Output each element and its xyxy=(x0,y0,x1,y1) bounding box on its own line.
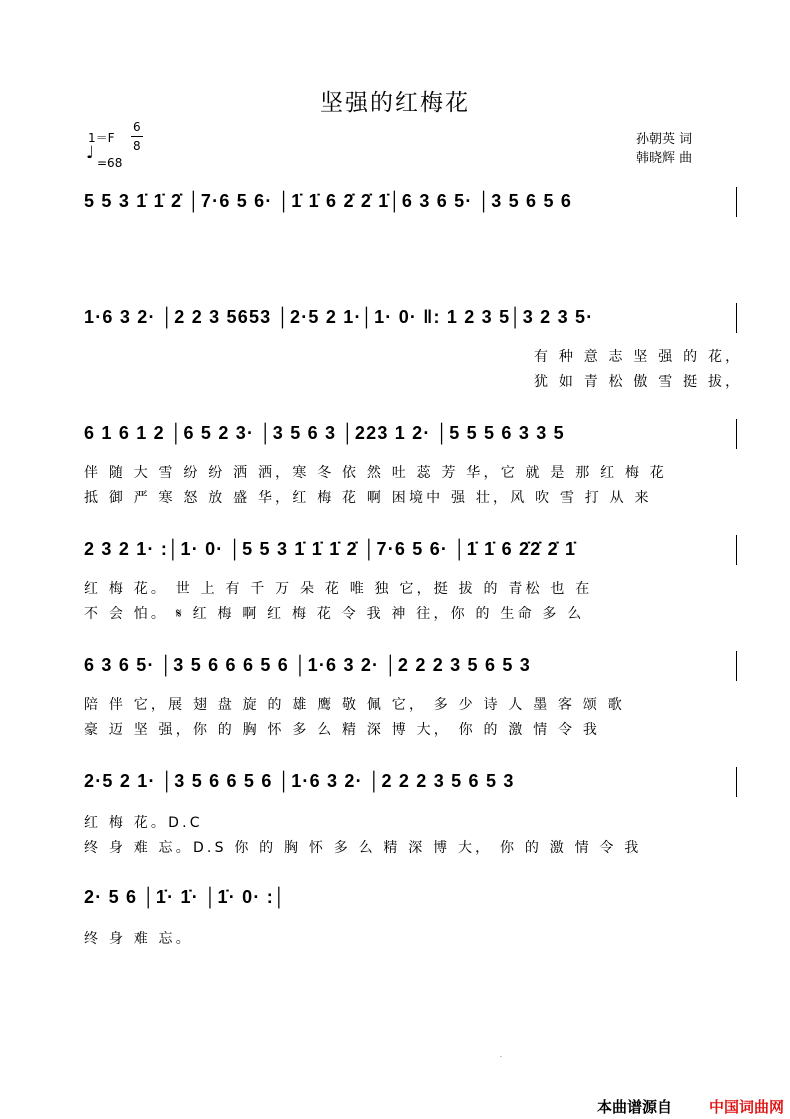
system-end-barline xyxy=(736,419,737,449)
system-end-barline xyxy=(736,767,737,797)
footer-site-link[interactable]: 中国词曲网 xyxy=(708,1098,784,1116)
lyricist-credit: 孙朝英 词 xyxy=(636,132,693,147)
notation-line-7: 2· 5 6 │1̇· 1̇· │1̇· 0· :│ xyxy=(84,887,287,907)
lyric-line-5a: 陪 伴 它，展 翅 盘 旋 的 雄 鹰 敬 佩 它， 多 少 诗 人 墨 客 颂 歌 xyxy=(84,697,625,713)
stray-dot: . xyxy=(500,1052,502,1059)
lyric-line-5b: 豪 迈 坚 强，你 的 胸 怀 多 么 精 深 博 大， 你 的 激 情 令 我 xyxy=(84,722,601,738)
key-signature: 1＝F xyxy=(88,131,115,145)
notation-line-3: 6 1 6 1 2 │6 5 2 3· │3 5 6 3 │223 1 2· │5 5 5 6 3 3 5 xyxy=(84,423,565,443)
lyric-line-7a: 终 身 难 忘。 xyxy=(84,931,193,947)
meter-line xyxy=(131,136,143,137)
lyric-line-6a: 红 梅 花。D.C xyxy=(84,815,203,831)
notation-line-2: 1·6 3 2· │2 2 3 5653 │2·5 2 1·│1· 0· ‖: 1 2 3 5│3 2 3 5· xyxy=(84,307,594,327)
notation-line-1: 5 5 3 1̇ 1̇ 2̇ │7·6 5 6· │1̇ 1̇ 6 2̇ 2̇ 1̇│6 3 6 5· │3 5 6 5 6 xyxy=(84,191,573,211)
song-title: 坚强的红梅花 xyxy=(320,90,470,116)
notation-line-4: 2 3 2 1· :│1· 0· │5 5 3 1̇ 1̇ 1̇ 2̇ │7·6 5 6· │1̇ 1̇ 6 2̇2̇ 2̇ 1̇ xyxy=(84,539,577,559)
meter-top: 6 xyxy=(133,120,141,134)
quarter-note-icon: ♩ xyxy=(86,143,95,163)
lyric-line-3b: 抵 御 严 寒 怒 放 盛 华，红 梅 花 啊 困境中 强 壮，风 吹 雪 打 从 来 xyxy=(84,490,652,506)
system-end-barline xyxy=(736,187,737,217)
system-end-barline xyxy=(736,303,737,333)
footer-source-label: 本曲谱源自 xyxy=(596,1098,672,1116)
lyric-line-2a: 有 种 意 志 坚 强 的 花， xyxy=(534,349,743,365)
system-end-barline xyxy=(736,535,737,565)
composer-credit: 韩晓辉 曲 xyxy=(636,151,693,166)
lyric-line-3a: 伴 随 大 雪 纷 纷 洒 洒，寒 冬 依 然 吐 蕊 芳 华，它 就 是 那 红 梅 花 xyxy=(84,465,668,481)
meter-bottom: 8 xyxy=(133,139,141,153)
lyric-line-4a: 红 梅 花。 世 上 有 千 万 朵 花 唯 独 它，挺 拔 的 青松 也 在 xyxy=(84,581,593,597)
notation-line-5: 6 3 6 5· │3 5 6 6 6 5 6 │1·6 3 2· │2 2 2 3 5 6 5 3 xyxy=(84,655,531,675)
notation-line-6: 2·5 2 1· │3 5 6 6 5 6 │1·6 3 2· │2 2 2 3 5 6 5 3 xyxy=(84,771,515,791)
system-end-barline xyxy=(736,651,737,681)
lyric-line-4b: 不 会 怕。 𝄋 红 梅 啊 红 梅 花 令 我 神 往，你 的 生命 多 么 xyxy=(84,606,585,622)
lyric-line-2b: 犹 如 青 松 傲 雪 挺 拔， xyxy=(534,374,743,390)
tempo-mark: =68 xyxy=(97,156,123,170)
lyric-line-6b: 终 身 难 忘。D.S 你 的 胸 怀 多 么 精 深 博 大， 你 的 激 情 令 我 xyxy=(84,840,642,856)
